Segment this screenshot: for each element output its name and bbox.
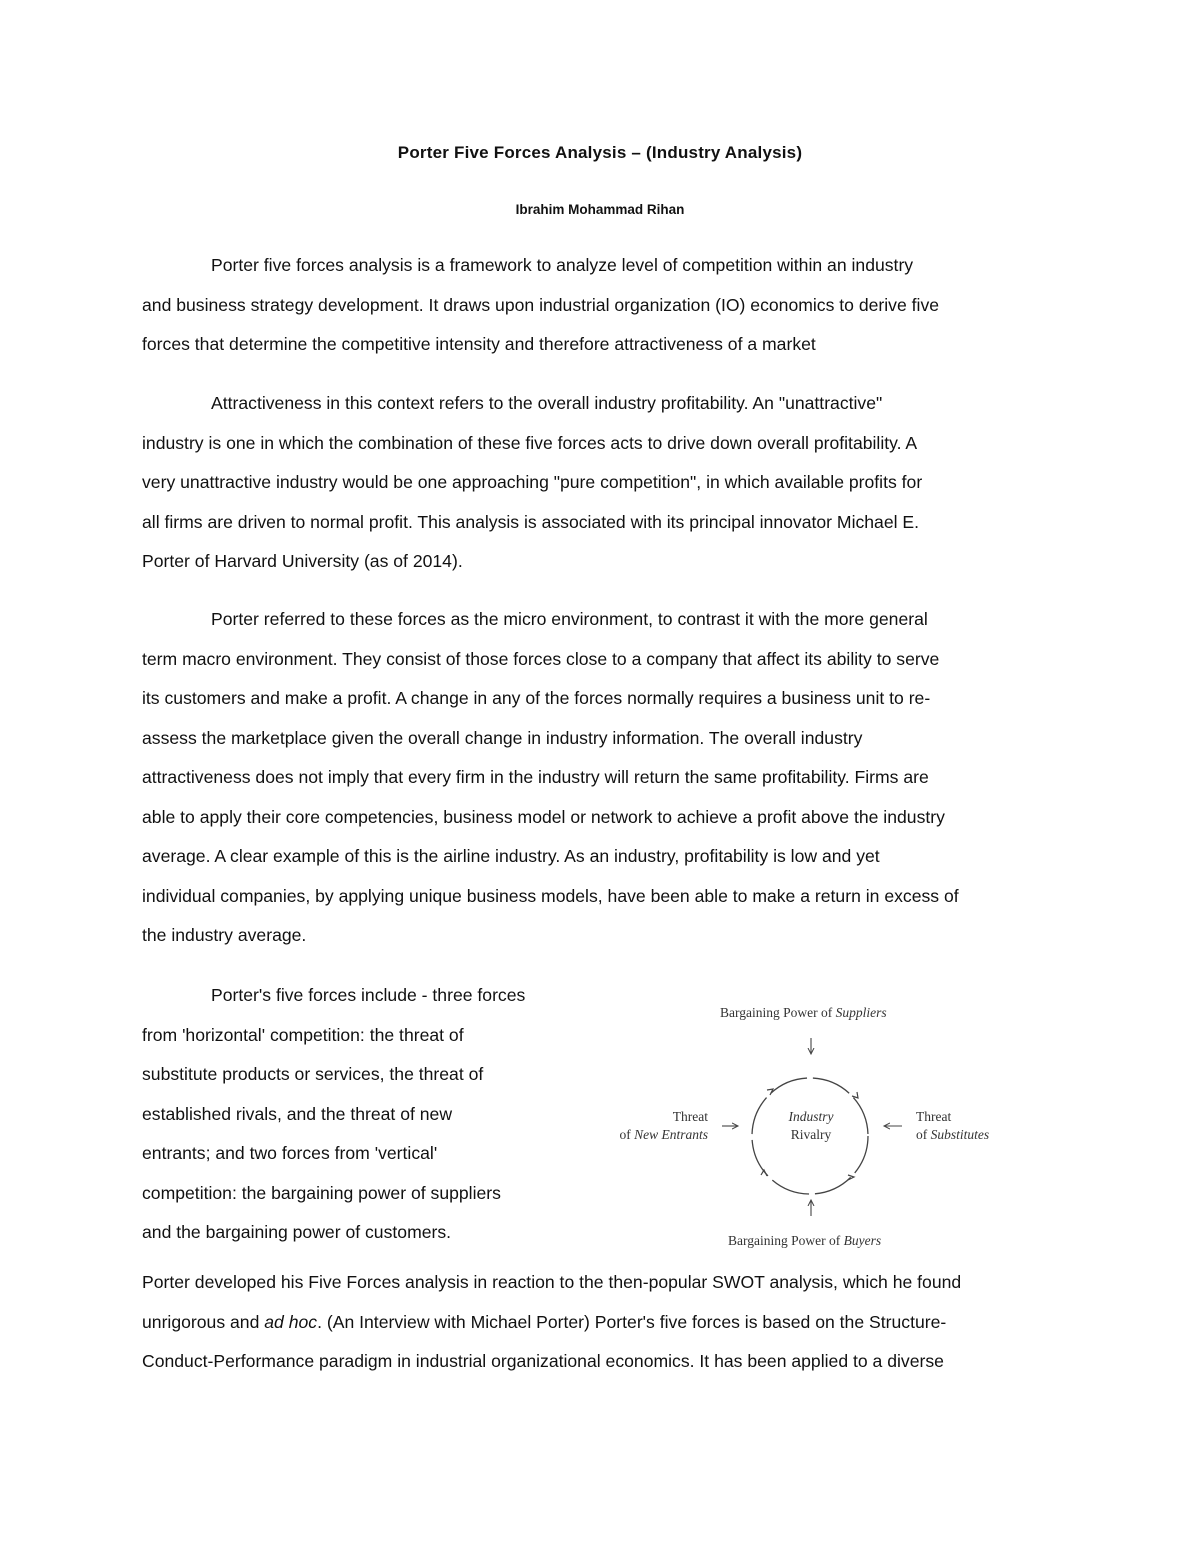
paragraph-line: unrigorous and ad hoc. (An Interview with Michael Porter) Porter's five forces is based on the Structure- xyxy=(142,1311,947,1332)
circle-arrow-icon xyxy=(848,1175,854,1180)
paragraph-line: Attractiveness in this context refers to the overall industry profitability. An "unattractive" xyxy=(211,393,883,413)
paragraph-line: Porter developed his Five Forces analysis in reaction to the then-popular SWOT analysis, which he found xyxy=(142,1272,962,1292)
paragraph-line: its customers and make a profit. A change in any of the forces normally requires a business unit to re- xyxy=(142,688,931,708)
paragraph-line: all firms are driven to normal profit. This analysis is associated with its principal innovator Michael E. xyxy=(142,511,920,532)
document-author: Ibrahim Mohammad Rihan xyxy=(515,202,685,217)
paragraph-line: established rivals, and the threat of new xyxy=(142,1103,453,1124)
paragraph-line: competition: the bargaining power of suppliers xyxy=(142,1182,501,1203)
paragraph-3 xyxy=(142,600,1057,956)
paragraph-line: entrants; and two forces from 'vertical' xyxy=(142,1143,438,1163)
circle-arrow-icon xyxy=(761,1170,767,1176)
paragraph-2 xyxy=(142,384,1057,582)
paragraph-line: from 'horizontal' competition: the threat of xyxy=(142,1024,464,1045)
paragraph-line: Porter referred to these forces as the micro environment, to contrast it with the more general xyxy=(211,609,928,629)
paragraph-line: assess the marketplace given the overall change in industry information. The overall industry xyxy=(142,727,863,748)
paragraph-5 xyxy=(142,1263,1057,1382)
five-forces-diagram xyxy=(590,998,1020,1258)
paragraph-line: substitute products or services, the threat of xyxy=(142,1064,484,1084)
paragraph-line: very unattractive industry would be one approaching "pure competition", in which available profits for xyxy=(142,472,923,492)
suppliers-label: Bargaining Power of Suppliers xyxy=(720,1005,887,1020)
paragraph-line: Porter's five forces include - three forces xyxy=(211,985,526,1005)
paragraph-line: average. A clear example of this is the airline industry. As an industry, profitability is low and yet xyxy=(142,846,880,866)
paragraph-line: forces that determine the competitive intensity and therefore attractiveness of a market xyxy=(142,334,816,354)
paragraph-line: the industry average. xyxy=(142,925,307,945)
paragraph-line: industry is one in which the combination of these five forces acts to drive down overall profitability. A xyxy=(142,432,918,453)
new-entrants-label: Threat of New Entrants xyxy=(619,1109,708,1142)
italic-term: ad hoc xyxy=(264,1311,318,1332)
paragraph-1 xyxy=(142,246,1057,365)
paragraph-line: Porter five forces analysis is a framework to analyze level of competition within an industry xyxy=(211,255,914,275)
circle-arrow-icon xyxy=(767,1089,773,1095)
paragraph-line: term macro environment. They consist of those forces close to a company that affect its ability to serve xyxy=(142,648,940,669)
paragraph-line: individual companies, by applying unique business models, have been able to make a return in excess of xyxy=(142,885,959,906)
paragraph-line: Conduct-Performance paradigm in industrial organizational economics. It has been applied to a diverse xyxy=(142,1351,944,1371)
paragraph-line: attractiveness does not imply that every firm in the industry will return the same profitability. Firms are xyxy=(142,767,929,787)
industry-rivalry-label: Industry Rivalry xyxy=(788,1109,834,1142)
buyers-label: Bargaining Power of Buyers xyxy=(728,1233,882,1248)
paragraph-line: able to apply their core competencies, business model or network to achieve a profit above the industry xyxy=(142,806,945,827)
paragraph-line: and business strategy development. It draws upon industrial organization (IO) economics to derive five xyxy=(142,294,940,315)
paragraph-line: and the bargaining power of customers. xyxy=(142,1222,452,1242)
paragraph-4 xyxy=(142,976,582,1253)
document-title: Porter Five Forces Analysis – (Industry Analysis) xyxy=(397,143,803,162)
circle-arrow-icon xyxy=(852,1092,858,1098)
substitutes-label: Threat of Substitutes xyxy=(916,1109,990,1142)
paragraph-line: Porter of Harvard University (as of 2014). xyxy=(142,551,463,571)
